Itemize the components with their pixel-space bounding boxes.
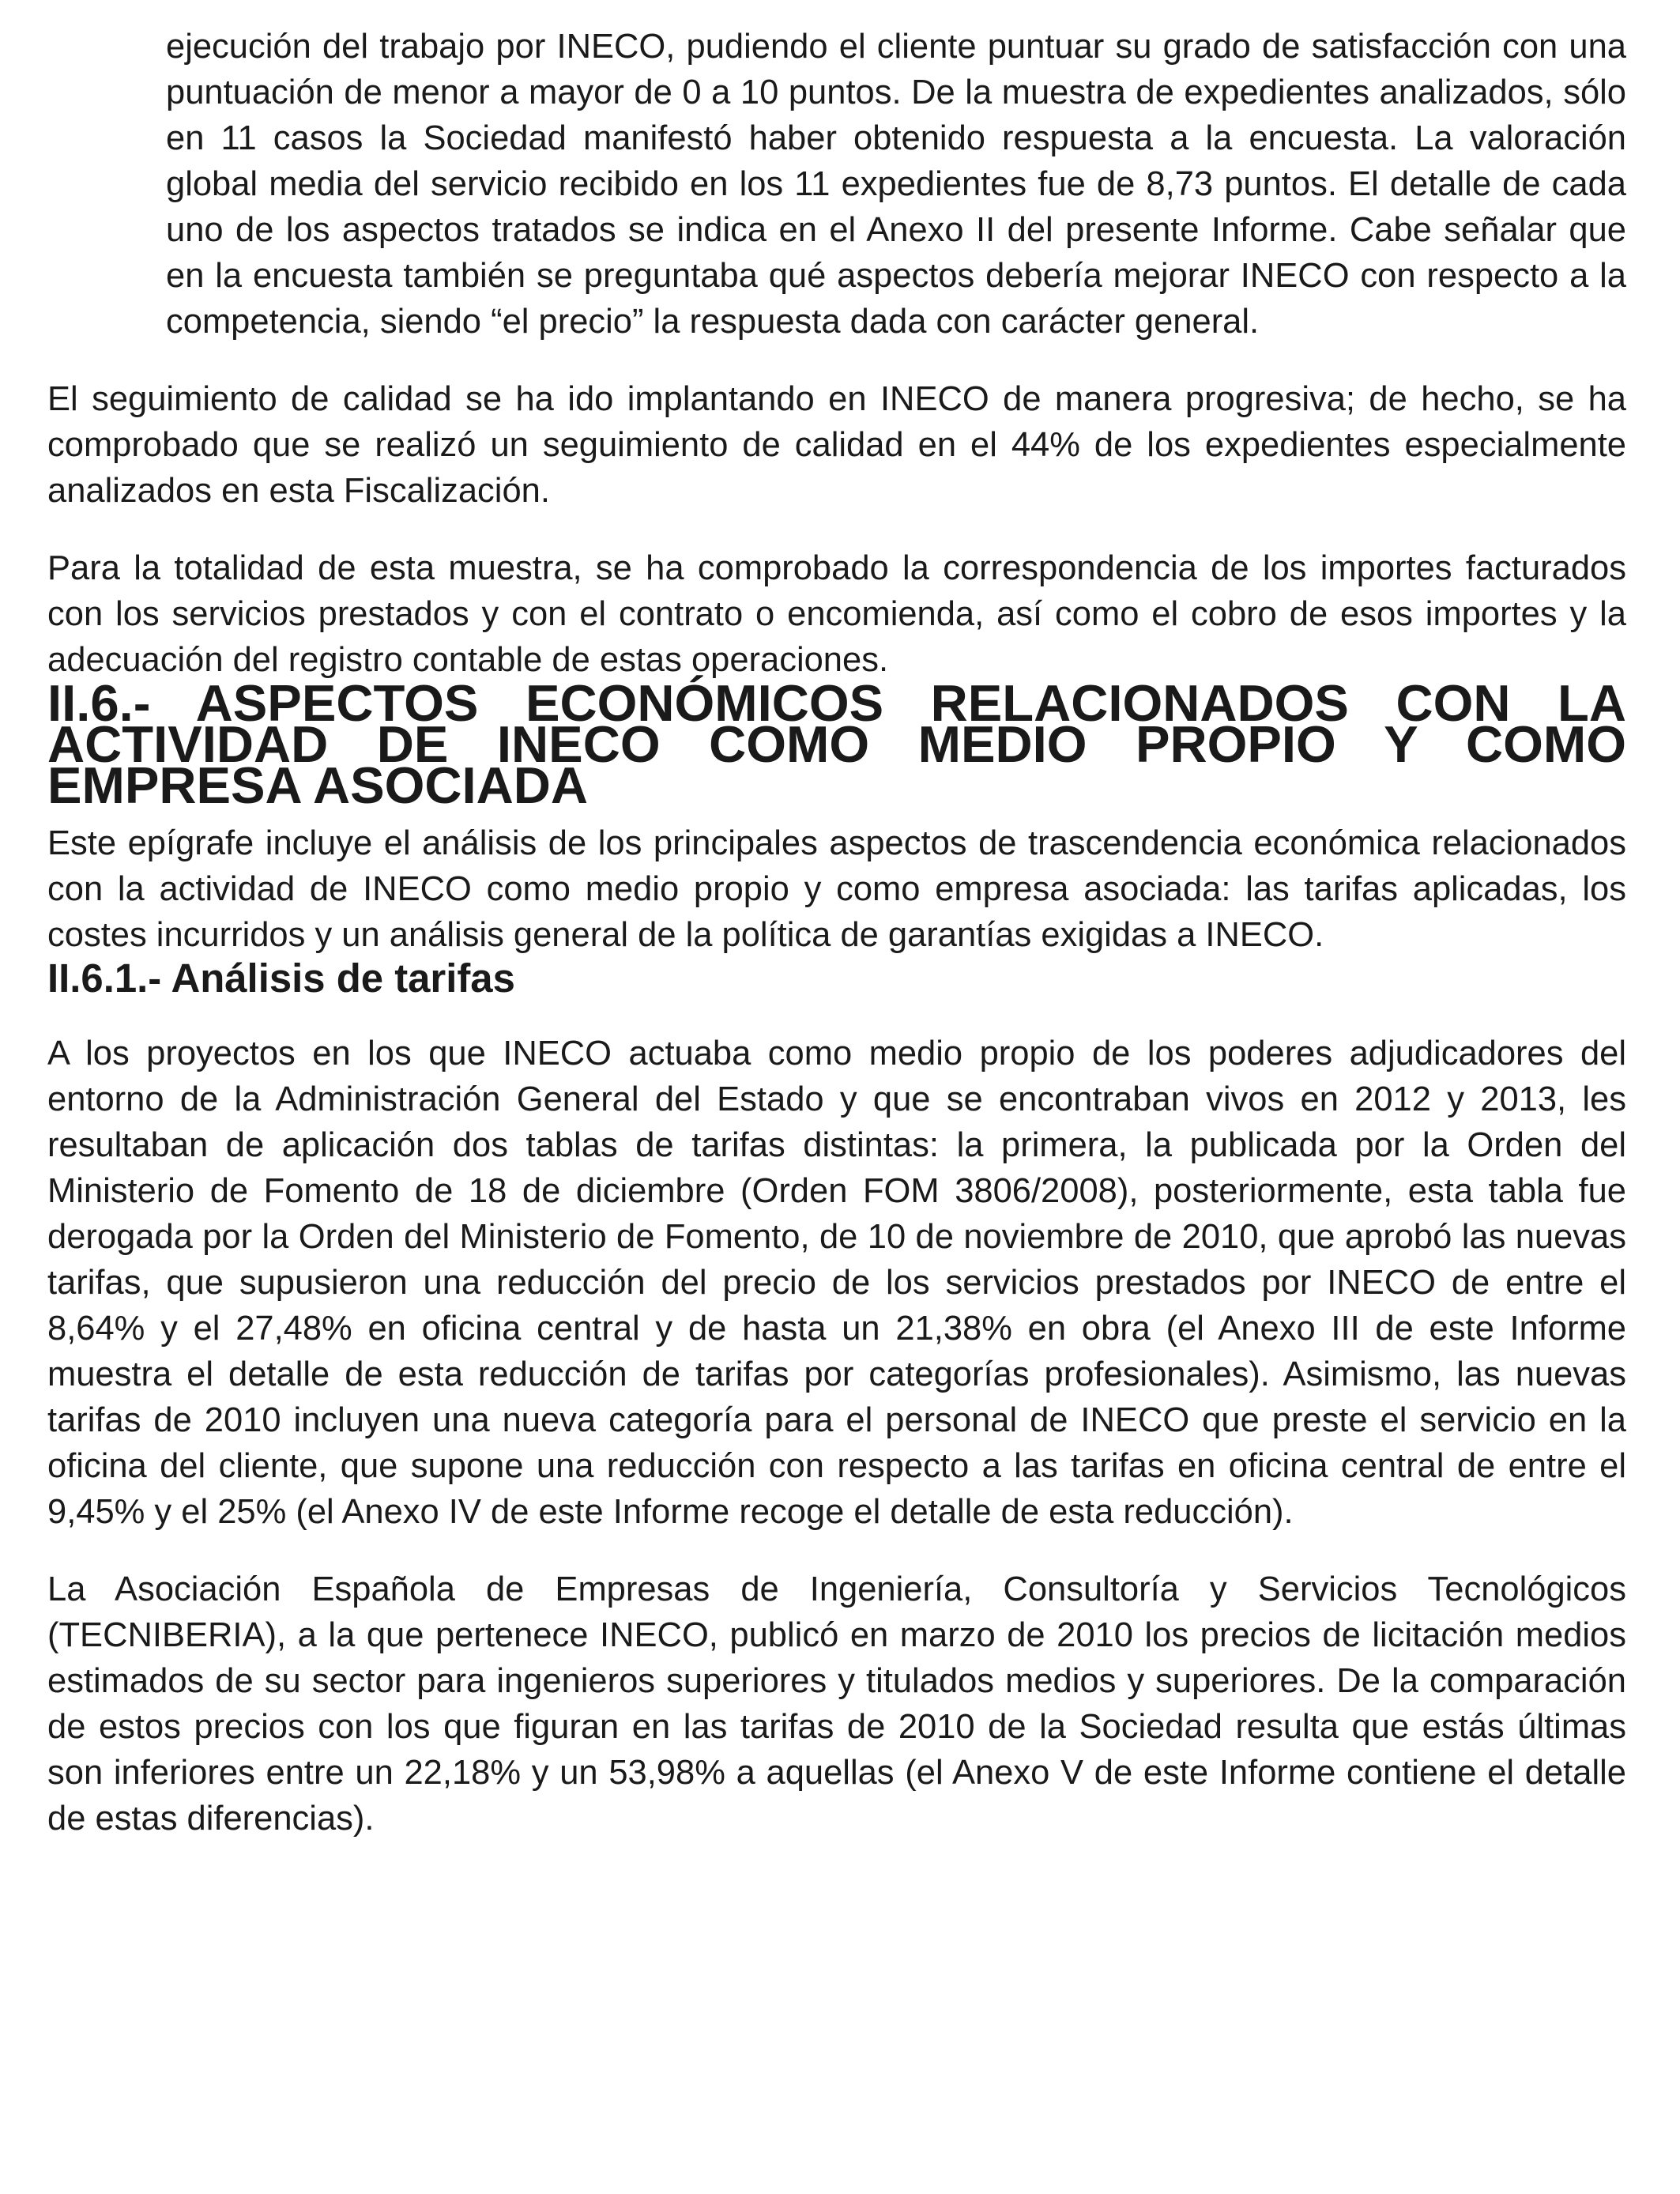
paragraph-billing-verification: Para la totalidad de esta muestra, se ha comprobado la correspondencia de los importes facturados con los servicios prestados y con el contrato o encomienda, así como el cobro de esos importes y la adecuación del registro contable de estas operaciones. (47, 549, 1626, 679)
paragraph-section-intro: Este epígrafe incluye el análisis de los principales aspectos de trascendencia económica relacionados con la actividad de INECO como medio propio y como empresa asociada: las tarifas aplicadas, los costes incurridos y un análisis general de la política de garantías exigidas a INECO. (47, 824, 1626, 954)
paragraph-quality-tracking: El seguimiento de calidad se ha ido implantando en INECO de manera progresiva; de hecho, se ha comprobado que se realizó un seguimiento de calidad en el 44% de los expedientes especialmente analizados en esta Fiscalización. (47, 380, 1626, 510)
subsection-heading-tariff-analysis: II.6.1.- Análisis de tarifas (47, 956, 515, 1001)
section-heading-economic-aspects: II.6.- ASPECTOS ECONÓMICOS RELACIONADOS CON LA ACTIVIDAD DE INECO COMO MEDIO PROPIO Y COMO EMPRESA ASOCIADA (47, 674, 1626, 814)
paragraph-survey-results: ejecución del trabajo por INECO, pudiendo el cliente puntuar su grado de satisfacción con una puntuación de menor a mayor de 0 a 10 puntos. De la muestra de expedientes analizados, sólo en 11 casos la Sociedad manifestó haber obtenido respuesta a la encuesta. La valoración global media del servicio recibido en los 11 expedientes fue de 8,73 puntos. El detalle de cada uno de los aspectos tratados se indica en el Anexo II del presente Informe. Cabe señalar que en la encuesta también se preguntaba qué aspectos debería mejorar INECO con respecto a la competencia, siendo “el precio” la respuesta dada con carácter general. (166, 28, 1626, 341)
document-page (47, 24, 1626, 1842)
paragraph-tecniberia-comparison: La Asociación Española de Empresas de Ingeniería, Consultoría y Servicios Tecnológicos (TECNIBERIA), a la que pertenece INECO, publicó en marzo de 2010 los precios de licitación medios estimados de su sector para ingenieros superiores y titulados medios y superiores. De la comparación de estos precios con los que figuran en las tarifas de 2010 de la Sociedad resulta que estás últimas son inferiores entre un 22,18% y un 53,98% a aquellas (el Anexo V de este Informe contiene el detalle de estas diferencias). (47, 1570, 1626, 1838)
paragraph-tariff-tables: A los proyectos en los que INECO actuaba como medio propio de los poderes adjudicadores del entorno de la Administración General del Estado y que se encontraban vivos en 2012 y 2013, les resultaban de aplicación dos tablas de tarifas distintas: la primera, la publicada por la Orden del Ministerio de Fomento de 18 de diciembre (Orden FOM 3806/2008), posteriormente, esta tabla fue derogada por la Orden del Ministerio de Fomento, de 10 de noviembre de 2010, que aprobó las nuevas tarifas, que supusieron una reducción del precio de los servicios prestados por INECO de entre el 8,64% y el 27,48% en oficina central y de hasta un 21,38% en obra (el Anexo III de este Informe muestra el detalle de esta reducción de tarifas por categorías profesionales). Asimismo, las nuevas tarifas de 2010 incluyen una nueva categoría para el personal de INECO que preste el servicio en la oficina del cliente, que supone una reducción con respecto a las tarifas en oficina central de entre el 9,45% y el 25% (el Anexo IV de este Informe recoge el detalle de esta reducción). (47, 1035, 1626, 1531)
